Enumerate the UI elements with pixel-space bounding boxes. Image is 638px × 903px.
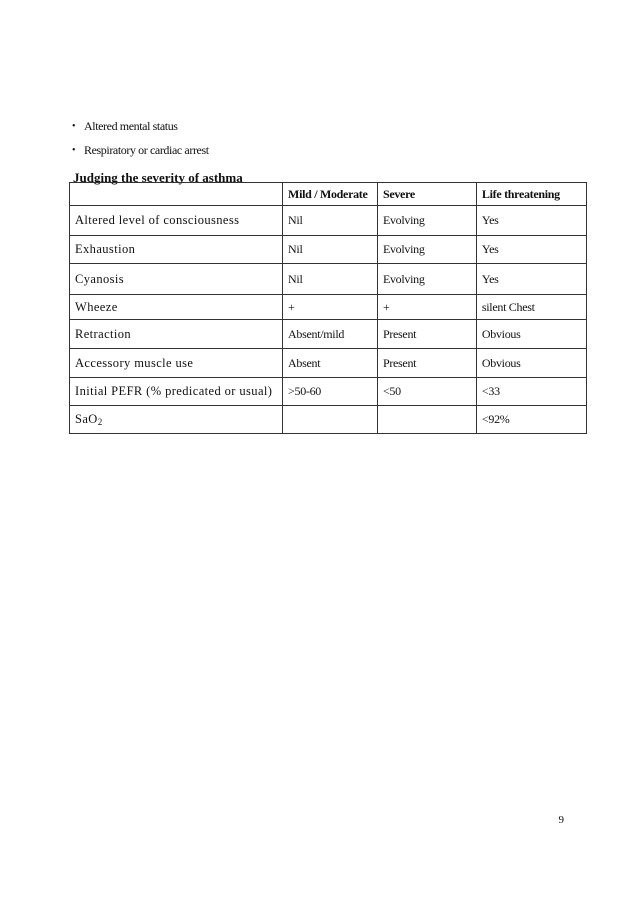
- table-cell: Wheeze: [70, 295, 283, 320]
- table-cell: +: [283, 295, 378, 320]
- table-row: [70, 206, 587, 236]
- header-cell: [70, 183, 283, 206]
- header-cell: Severe: [377, 183, 476, 206]
- table-row: [70, 236, 587, 264]
- header-cell: Mild / Moderate: [283, 183, 378, 206]
- table-cell: Altered level of consciousness: [70, 206, 283, 236]
- table-cell: silent Chest: [476, 295, 586, 320]
- table-cell: [283, 406, 378, 434]
- table-cell: Exhaustion: [70, 236, 283, 264]
- table-cell: Obvious: [476, 320, 586, 349]
- table-cell: Nil: [283, 264, 378, 295]
- table-cell: <50: [377, 378, 476, 406]
- table-cell: Present: [377, 349, 476, 378]
- table-cell: [70, 406, 283, 434]
- table-cell: Accessory muscle use: [70, 349, 283, 378]
- section-title: Judging the severity of asthma: [73, 170, 243, 185]
- table-cell: Evolving: [377, 236, 476, 264]
- bullet-icon: •: [72, 144, 76, 156]
- table-cell: +: [377, 295, 476, 320]
- bullet-icon: •: [72, 120, 76, 132]
- table-row: [70, 349, 587, 378]
- table-cell: Absent: [283, 349, 378, 378]
- bullet-text: Altered mental status: [84, 118, 178, 133]
- table-cell: Evolving: [377, 206, 476, 236]
- table-cell: Nil: [283, 206, 378, 236]
- table-cell: >50-60: [283, 378, 378, 406]
- table-row: [70, 406, 587, 434]
- table-row: [70, 320, 587, 349]
- table-cell: Obvious: [476, 349, 586, 378]
- table-header-row: [70, 183, 587, 206]
- table-row: [70, 264, 587, 295]
- table-cell: Nil: [283, 236, 378, 264]
- page-number: 9: [558, 814, 564, 826]
- sao2-label: SaO: [75, 412, 98, 426]
- table-cell: Yes: [476, 236, 586, 264]
- table-cell: Present: [377, 320, 476, 349]
- table-cell: Initial PEFR (% predicated or usual): [70, 378, 283, 406]
- table-row: [70, 295, 587, 320]
- bullet-list: [72, 114, 209, 162]
- severity-table: [69, 182, 587, 434]
- table-row: [70, 378, 587, 406]
- table-cell: <33: [476, 378, 586, 406]
- table-cell: Cyanosis: [70, 264, 283, 295]
- table-cell: Yes: [476, 206, 586, 236]
- table-cell: [377, 406, 476, 434]
- subscript: 2: [97, 417, 103, 427]
- table-cell: Yes: [476, 264, 586, 295]
- header-cell: Life threatening: [476, 183, 586, 206]
- table-cell: <92%: [476, 406, 586, 434]
- table-cell: Evolving: [377, 264, 476, 295]
- table-cell: Retraction: [70, 320, 283, 349]
- bullet-item: [72, 138, 209, 162]
- table-cell: Absent/mild: [283, 320, 378, 349]
- bullet-item: [72, 114, 209, 138]
- bullet-text: Respiratory or cardiac arrest: [84, 142, 209, 157]
